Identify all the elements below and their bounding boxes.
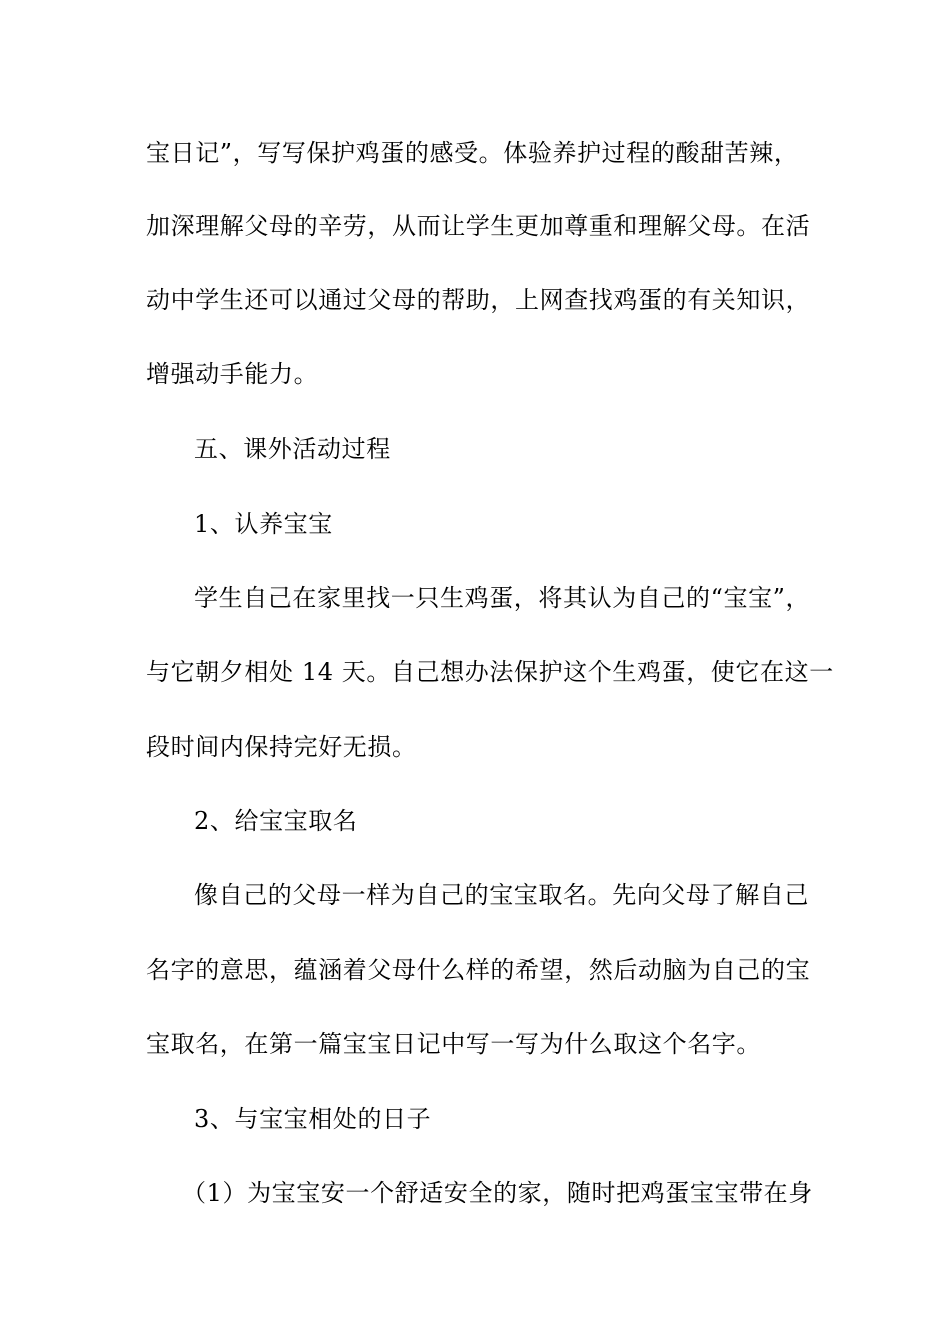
- paragraph-line: 与它朝夕相处 14 天。自己想办法保护这个生鸡蛋，使它在这一: [146, 658, 834, 686]
- paragraph-line: 加深理解父母的辛劳，从而让学生更加尊重和理解父母。在活: [146, 212, 811, 240]
- subsection-heading: 3、与宝宝相处的日子: [194, 1105, 432, 1133]
- paragraph-line: 学生自己在家里找一只生鸡蛋，将其认为自己的“宝宝”，: [194, 584, 811, 612]
- paragraph-line: 动中学生还可以通过父母的帮助，上网查找鸡蛋的有关知识，: [146, 286, 811, 314]
- subsection-heading: 1、认养宝宝: [194, 510, 333, 538]
- paragraph-line: 宝取名，在第一篇宝宝日记中写一写为什么取这个名字。: [146, 1030, 761, 1058]
- paragraph-line: 段时间内保持完好无损。: [146, 733, 417, 761]
- section-heading: 五、课外活动过程: [194, 435, 391, 463]
- subsection-heading: 2、给宝宝取名: [194, 807, 358, 835]
- paragraph-line: 像自己的父母一样为自己的宝宝取名。先向父母了解自己: [194, 881, 809, 909]
- paragraph-line: 名字的意思，蕴涵着父母什么样的希望，然后动脑为自己的宝: [146, 956, 811, 984]
- paragraph-line: 宝日记”，写写保护鸡蛋的感受。体验养护过程的酸甜苦辣，: [146, 139, 799, 167]
- paragraph-line: 增强动手能力。: [146, 360, 319, 388]
- paragraph-line: （1）为宝宝安一个舒适安全的家，随时把鸡蛋宝宝带在身: [182, 1179, 813, 1207]
